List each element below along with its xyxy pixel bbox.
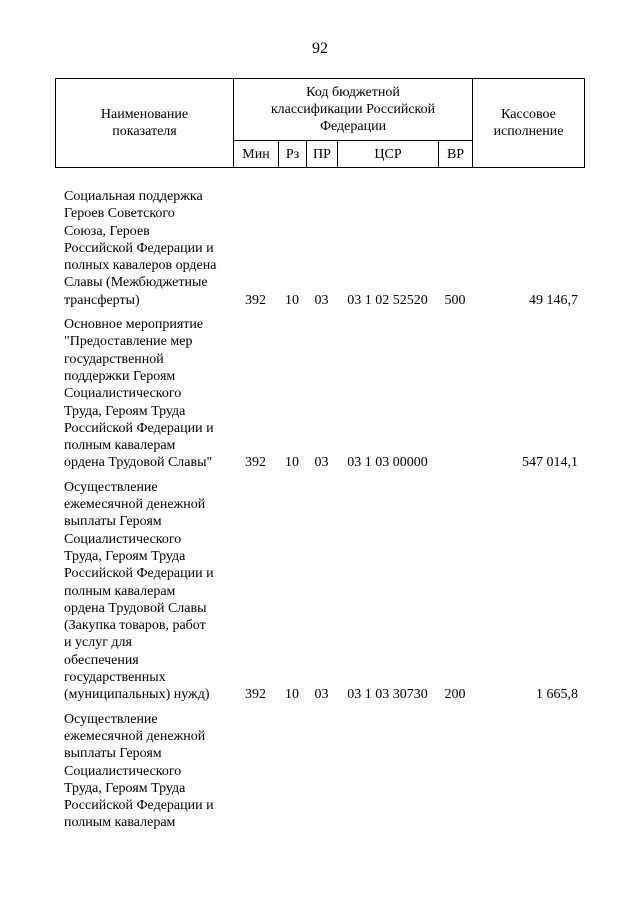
name-line: Труда, Героям Труда [64, 548, 186, 564]
row-min: 392 [245, 292, 266, 308]
name-line: государственной [64, 351, 164, 367]
name-line: трансферты) [64, 292, 140, 308]
name-line: полным кавалерам [64, 438, 176, 454]
name-line: полным кавалерам [64, 815, 176, 831]
row-csr: 03 1 03 30730 [347, 687, 428, 703]
table-header [55, 78, 585, 168]
name-line: Социальная поддержка [64, 189, 203, 204]
table-row [55, 316, 584, 472]
name-line: Основное мероприятие [64, 317, 204, 333]
name-line: Российской Федерации и [64, 798, 214, 814]
row-vr: 200 [444, 687, 466, 703]
name-line: Труда, Героям Труда [64, 780, 186, 796]
name-line: выплаты Героям [64, 746, 162, 762]
table-body [55, 188, 584, 839]
page-number: 92 [312, 40, 328, 57]
table-row [55, 711, 584, 832]
row-vr: 500 [444, 292, 466, 308]
header-name-column: Наименование показателя [56, 79, 234, 168]
row-pr: 03 [314, 292, 329, 308]
name-line: Осуществление [64, 711, 158, 727]
name-line: ежемесячной денежной [64, 728, 206, 744]
row-pr: 03 [314, 687, 329, 703]
name-line: "Предоставление мер [64, 334, 193, 350]
header-code-group: Код бюджетной классификации Российской Федерации [234, 79, 473, 141]
header-csr: ЦСР [338, 141, 439, 168]
name-line: полным кавалерам [64, 583, 176, 599]
name-line: (муниципальных) нужд) [64, 687, 210, 703]
name-line: обеспечения [64, 652, 139, 668]
row-rz: 10 [285, 292, 299, 308]
header-rz: Рз [279, 141, 307, 168]
name-line: государственных [64, 670, 166, 686]
name-line: Социалистического [64, 763, 182, 779]
row-sum: 49 146,7 [529, 292, 578, 308]
row-sum: 1 665,8 [536, 687, 578, 703]
row-name [55, 316, 233, 472]
row-name [55, 711, 233, 832]
name-line: Союза, Героев [64, 223, 150, 239]
name-line: Российской Федерации и [64, 420, 214, 436]
row-name [55, 188, 233, 309]
row-min: 392 [245, 687, 266, 703]
name-line: Социалистического [64, 531, 182, 547]
name-line: ордена Трудовой Славы [64, 600, 207, 616]
name-line: Славы (Межбюджетные [64, 275, 208, 291]
name-line: Героев Советского [64, 206, 175, 222]
name-line: ежемесячной денежной [64, 497, 206, 513]
row-pr: 03 [314, 455, 329, 471]
row-csr: 03 1 02 52520 [347, 292, 428, 308]
name-line: Осуществление [64, 479, 158, 495]
row-rz: 10 [285, 455, 299, 471]
name-line: и услуг для [64, 635, 132, 651]
header-pr: ПР [307, 141, 338, 168]
name-line: выплаты Героям [64, 514, 162, 530]
row-name [55, 479, 233, 704]
name-line: (Закупка товаров, работ [64, 618, 206, 634]
header-vr: ВР [439, 141, 473, 168]
name-line: Российской Федерации и [64, 566, 214, 582]
header-sum-column: Кассовое исполнение [473, 79, 585, 168]
row-sum: 547 014,1 [522, 455, 578, 471]
name-line: ордена Трудовой Славы" [64, 455, 213, 471]
table-row [55, 188, 584, 309]
name-line: Социалистического [64, 386, 182, 402]
name-line: Труда, Героям Труда [64, 403, 186, 419]
name-line: Российской Федерации и [64, 240, 214, 256]
row-rz: 10 [285, 687, 299, 703]
name-line: поддержки Героям [64, 368, 176, 384]
row-min: 392 [245, 455, 266, 471]
name-line: полных кавалеров ордена [64, 258, 217, 274]
row-csr: 03 1 03 00000 [347, 455, 428, 471]
table-row [55, 479, 584, 704]
header-min: Мин [234, 141, 279, 168]
